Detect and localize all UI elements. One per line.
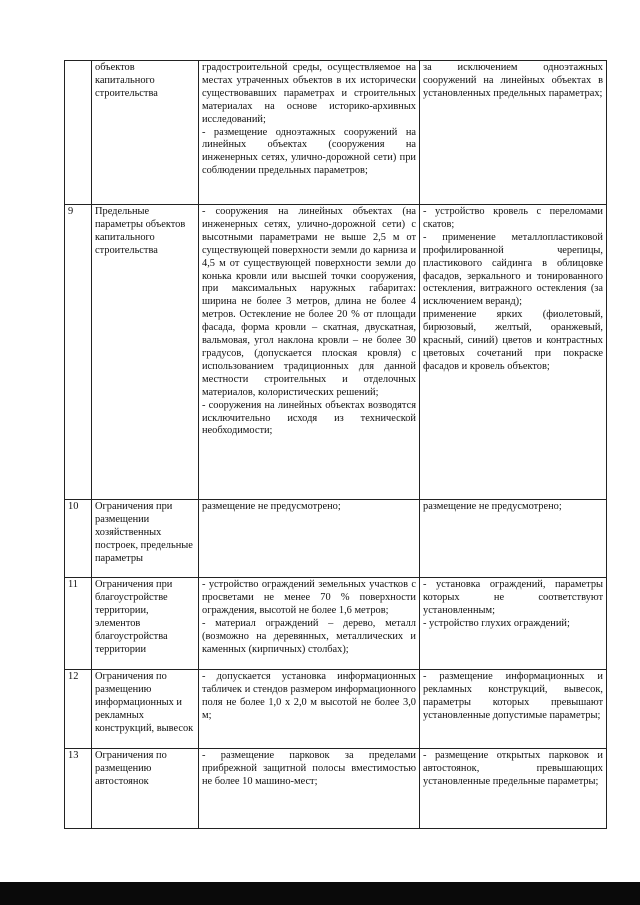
forbidden-item: - устройство глухих ограждений; bbox=[423, 617, 570, 629]
forbidden-item: применение ярких (фиолетовый, бирюзовый, желтый, оранжевый, красный, синий) цветов и контрастных цветовых сочетаний при покраске фасадов и кровель объектов; bbox=[423, 309, 603, 372]
row-forbidden-cell bbox=[420, 670, 607, 749]
table-row bbox=[65, 670, 607, 749]
allowed-item: - допускается установка информационных табличек и стендов размером информационного поля не более 1,0 х 2,0 м высотой не более 3,0 м; bbox=[202, 671, 416, 721]
allowed-item: - сооружения на линейных объектах (на инженерных сетях, улично-дорожной сети) с высотными параметрами не выше 2,5 м от существующей поверхности земли до карниза и 4,5 м от существующей поверхности земли до конька кровли или высшей точки сооружения, при максимальных наружных габаритах: ширина не более 3 метров, длина не более 4 метров. Остекление не более 20 % от площади фасада, форма кровли – скатная, двускатная, вальмовая, угол наклона кровли – не более 30 градусов, (допускается плоская кровля) с использованием традиционных для данной местности строительных и отделочных материалов, колористических решений; bbox=[202, 206, 416, 398]
row-allowed-cell bbox=[199, 578, 420, 670]
row-forbidden-cell bbox=[420, 500, 607, 578]
row-allowed-cell bbox=[199, 500, 420, 578]
regulations-table bbox=[64, 60, 607, 829]
row-allowed-cell bbox=[199, 61, 420, 205]
forbidden-item: - установка ограждений, параметры которых не соответствуют установленным; bbox=[423, 579, 603, 616]
regulations-table-body bbox=[65, 61, 607, 829]
row-allowed-cell bbox=[199, 749, 420, 829]
row-forbidden-cell bbox=[420, 749, 607, 829]
allowed-item: градостроительной среды, осуществляемое на местах утраченных объектов в их исторически существовавших параметрах и строительных материалах на основе историко-архивных исследований; bbox=[202, 62, 416, 125]
allowed-item: размещение не предусмотрено; bbox=[202, 501, 341, 512]
row-forbidden-cell bbox=[420, 578, 607, 670]
row-parameter-name: Предельные параметры объектов капитального строительства bbox=[92, 205, 199, 500]
forbidden-item: за исключением одноэтажных сооружений на линейных объектах в установленных предельных параметрах; bbox=[423, 62, 603, 99]
row-parameter-name: Ограничения по размещению информационных и рекламных конструкций, вывесок bbox=[92, 670, 199, 749]
row-forbidden-cell bbox=[420, 205, 607, 500]
row-parameter-name: Ограничения при размещении хозяйственных построек, предельные параметры bbox=[92, 500, 199, 578]
allowed-item: - материал ограждений – дерево, металл (возможно на деревянных, металлических и каменных (кирпичных) столбах); bbox=[202, 617, 416, 655]
allowed-item: - сооружения на линейных объектах возводятся исключительно исходя из технической необходимости; bbox=[202, 399, 416, 437]
row-parameter-name: Ограничения при благоустройстве территории, элементов благоустройства территории bbox=[92, 578, 199, 670]
scan-bottom-edge bbox=[0, 882, 640, 905]
forbidden-item: - размещение информационных и рекламных конструкций, вывесок, параметры которых превышают установленные допустимые параметры; bbox=[423, 671, 603, 721]
table-row bbox=[65, 749, 607, 829]
forbidden-item: - устройство кровель с переломами скатов; bbox=[423, 206, 603, 230]
forbidden-item: - применение металлопластиковой профилированной черепицы, пластикового сайдинга в облицовке фасадов, зеркального и тонированного остекления, витражного остекления (за исключением веранд); bbox=[423, 231, 603, 308]
row-allowed-cell bbox=[199, 205, 420, 500]
row-allowed-cell bbox=[199, 670, 420, 749]
allowed-item: - размещение парковок за пределами прибрежной защитной полосы вместимостью не более 10 машино-мест; bbox=[202, 750, 416, 787]
row-number: 9 bbox=[65, 205, 92, 500]
forbidden-item: размещение не предусмотрено; bbox=[423, 501, 562, 512]
row-parameter-name: Ограничения по размещению автостоянок bbox=[92, 749, 199, 829]
forbidden-item: - размещение открытых парковок и автостоянок, превышающих установленные предельные параметры; bbox=[423, 750, 603, 787]
row-number: 13 bbox=[65, 749, 92, 829]
allowed-item: - размещение одноэтажных сооружений на линейных объектах (сооружения на инженерных сетях, улично-дорожной сети) при соблюдении предельных параметров; bbox=[202, 126, 416, 177]
row-forbidden-cell bbox=[420, 61, 607, 205]
row-parameter-name: объектов капитального строительства bbox=[92, 61, 199, 205]
row-number: 10 bbox=[65, 500, 92, 578]
table-row bbox=[65, 205, 607, 500]
table-row bbox=[65, 500, 607, 578]
row-number: 11 bbox=[65, 578, 92, 670]
row-number: 12 bbox=[65, 670, 92, 749]
row-number bbox=[65, 61, 92, 205]
table-row bbox=[65, 61, 607, 205]
table-row bbox=[65, 578, 607, 670]
allowed-item: - устройство ограждений земельных участков с просветами не менее 70 % поверхности ограждения, высотой не более 1,6 метров; bbox=[202, 579, 416, 616]
